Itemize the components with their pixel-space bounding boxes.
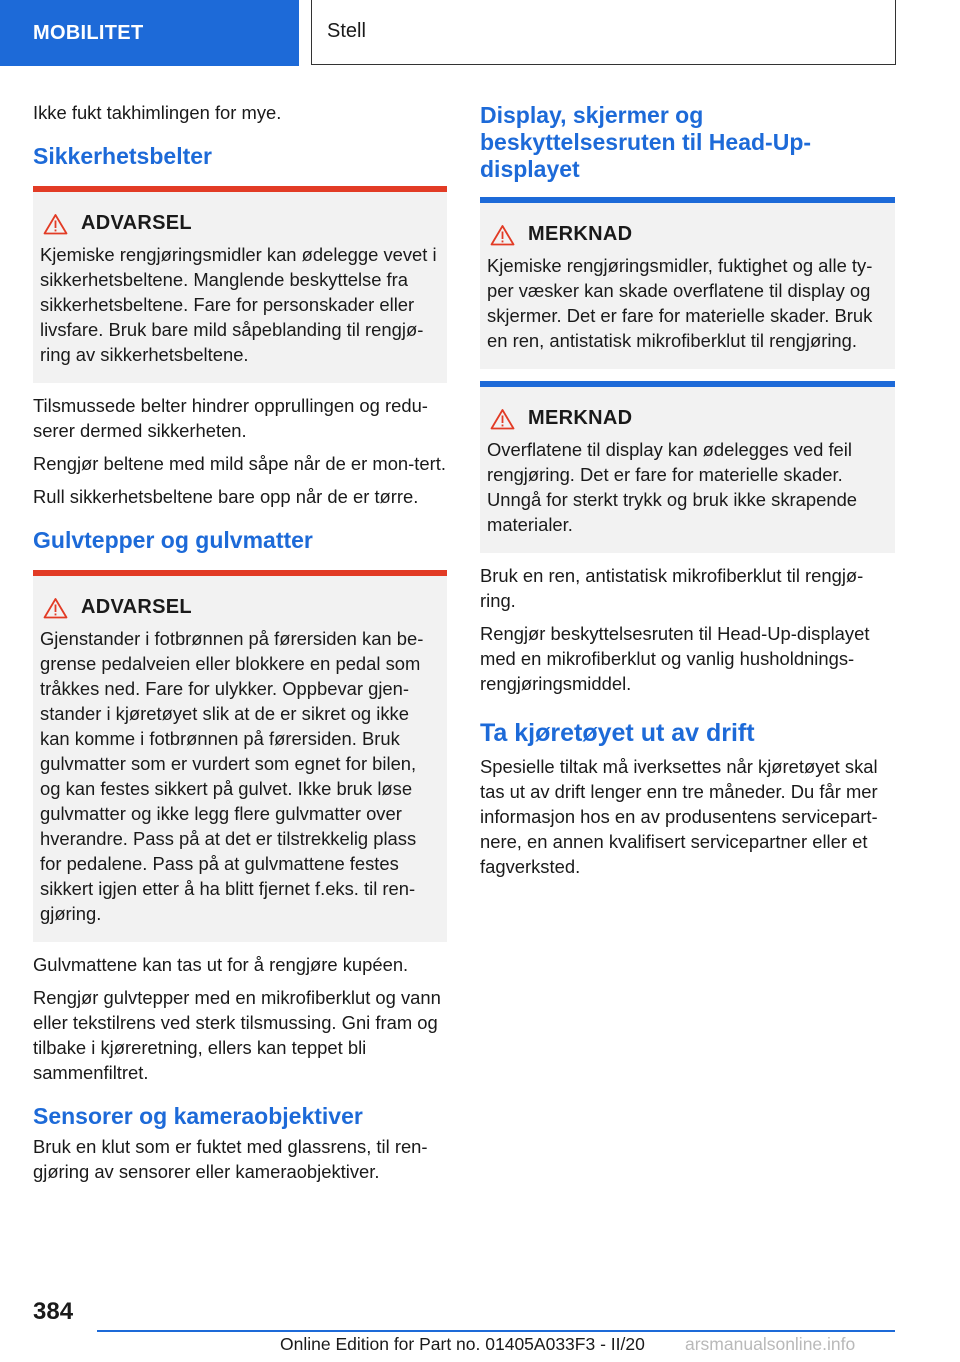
- heading-storage: Ta kjøretøyet ut av drift: [480, 719, 755, 747]
- paragraph: Rengjør beltene med mild såpe når de er mon-tert.: [33, 453, 446, 474]
- heading-sensors: Sensorer og kameraobjektiver: [33, 1103, 363, 1129]
- footer-edition: Online Edition for Part no. 01405A033F3 - II/20: [280, 1334, 645, 1354]
- heading-display: Display, skjermer og beskyttelsesruten til Head-Up-displayet: [480, 102, 812, 182]
- paragraph: Spesielle tiltak må iverksettes når kjøretøyet skal tas ut av drift lenger enn tre måneder. Du får mer informasjon hos en av produsentens servicepart-nere, en annen kvalifisert servicepartner eller et fagverksted.: [480, 756, 878, 877]
- notice-title: ADVARSEL: [81, 212, 192, 234]
- notice-title: MERKNAD: [528, 223, 633, 245]
- watermark: arsmanualsonline.info: [685, 1334, 856, 1354]
- notice-title: ADVARSEL: [81, 596, 192, 618]
- warning-triangle-icon: [43, 213, 68, 235]
- paragraph: Tilsmussede belter hindrer opprullingen og redu-serer dermed sikkerheten.: [33, 395, 428, 441]
- page-number: 384: [33, 1298, 74, 1325]
- notice-text: Overflatene til display kan ødelegges ved feil rengjøring. Det er fare for materielle skader. Unngå for sterkt trykk og bruk ikke skrapende materialer.: [487, 439, 858, 535]
- intro-paragraph: Ikke fukt takhimlingen for mye.: [33, 102, 282, 123]
- notice-text: Kjemiske rengjøringsmidler kan ødelegge vevet i sikkerhetsbeltene. Manglende beskyttelse fra sikkerhetsbeltene. Fare for personskader eller livsfare. Bruk bare mild såpeblanding til rengjø-ring av sikkerhetsbeltene.: [40, 244, 437, 365]
- paragraph: Rengjør gulvtepper med en mikrofiberklut og vann eller tekstilrens ved sterk tilsmussing. Gni fram og tilbake i kjøreretning, ellers kan teppet bli sammenfiltret.: [33, 987, 441, 1083]
- heading-carpets: Gulvtepper og gulvmatter: [33, 527, 313, 553]
- warning-box-seat-belts: [33, 186, 447, 383]
- section-tab: MOBILITET: [0, 0, 299, 66]
- chapter-title: Stell: [311, 0, 896, 65]
- paragraph: Bruk en ren, antistatisk mikrofiberklut til rengjø-ring.: [480, 565, 864, 611]
- notice-text: Kjemiske rengjøringsmidler, fuktighet og alle ty-per væsker kan skade overflatene til display og skjermer. Det er fare for materielle skader. Bruk en ren, antistatisk mikrofiberklut til rengjøring.: [487, 255, 873, 351]
- footer-divider: [97, 1330, 895, 1332]
- notice-title: MERKNAD: [528, 407, 633, 429]
- warning-triangle-icon: [43, 597, 68, 619]
- note-box-display-2: [480, 381, 895, 553]
- page-header: [0, 0, 960, 66]
- paragraph: Rengjør beskyttelsesruten til Head-Up-displayet med en mikrofiberklut og vanlig husholdnings-rengjøringsmiddel.: [480, 623, 870, 694]
- right-column: [480, 100, 895, 887]
- paragraph: Rull sikkerhetsbeltene bare opp når de er tørre.: [33, 486, 419, 507]
- left-column: [33, 100, 447, 1192]
- heading-seat-belts: Sikkerhetsbelter: [33, 143, 212, 169]
- paragraph: Gulvmattene kan tas ut for å rengjøre kupéen.: [33, 954, 409, 975]
- notice-text: Gjenstander i fotbrønnen på førersiden kan be-grense pedalveien eller blokkere en pedal som tråkkes ned. Fare for ulykker. Oppbevar gjen-stander i kjøretøyet slik at de er sikret og ikke kan komme i fotbrønnen på førersiden. Bruk gulvmatter som er vurdert som egnet for bilen, og kan festes sikkert på gulvet. Ikke bruk løse gulvmatter og ikke legg flere gulvmatter over hverandre. Pass på at det er tilstrekkelig plass for pedalene. Pass på at gulvmattene festes sikkert igjen etter å ha blitt fjernet f.eks. til ren-gjøring.: [40, 628, 424, 924]
- note-box-display-1: [480, 197, 895, 369]
- warning-triangle-icon: [490, 408, 515, 430]
- warning-triangle-icon: [490, 224, 515, 246]
- paragraph: Bruk en klut som er fuktet med glassrens, til ren-gjøring av sensorer eller kameraobjektiver.: [33, 1136, 428, 1182]
- warning-box-carpets: [33, 570, 447, 942]
